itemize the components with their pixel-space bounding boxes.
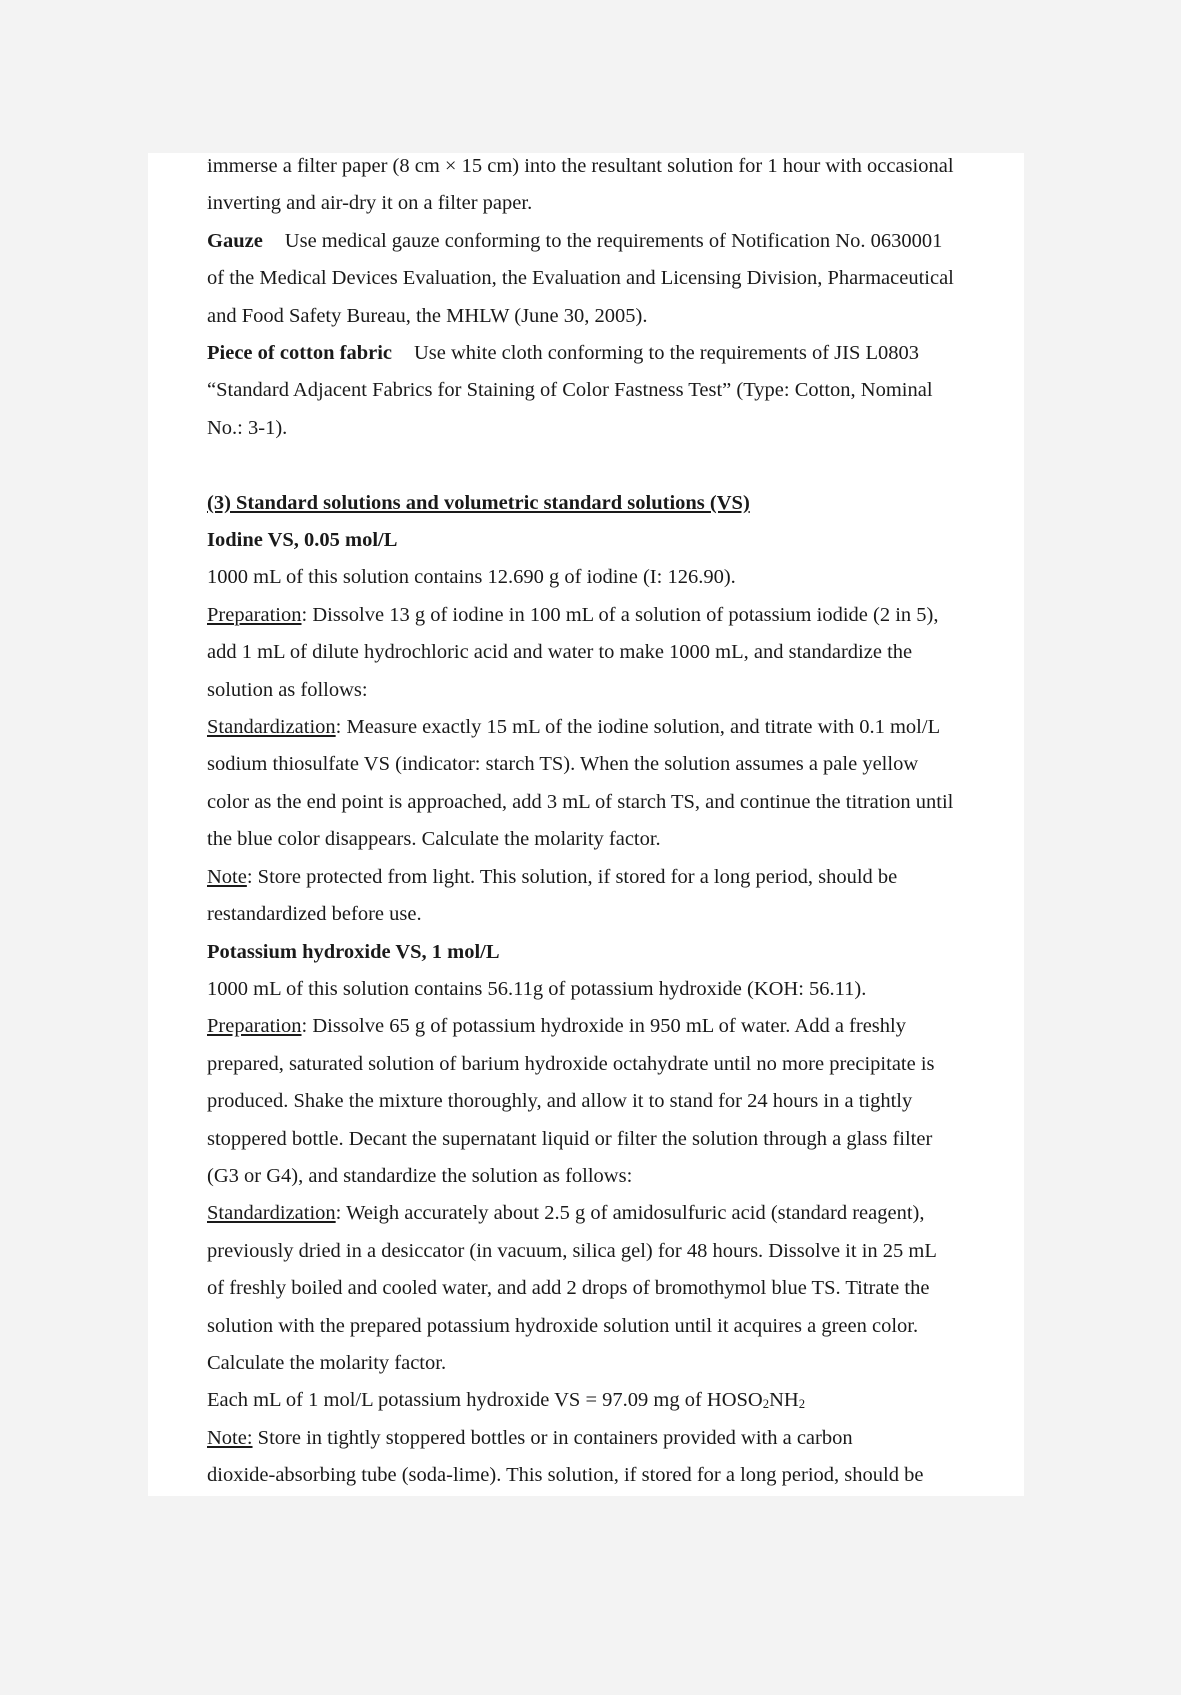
gauze-term: Gauze: [207, 229, 263, 252]
text-line: of the Medical Devices Evaluation, the Evaluation and Licensing Division, Pharmaceutical: [207, 267, 954, 290]
text-span: Use white cloth conforming to the requirements of JIS L0803: [414, 342, 919, 365]
preparation-label: Preparation: [207, 603, 302, 626]
text-span: Use medical gauze conforming to the requirements of Notification No. 0630001: [284, 229, 943, 252]
preparation-label: Preparation: [207, 1015, 302, 1038]
cotton-term: Piece of cotton fabric: [207, 342, 392, 365]
iodine-preparation: [207, 597, 1027, 634]
text-line: the blue color disappears. Calculate the molarity factor.: [207, 828, 661, 851]
text-line: “Standard Adjacent Fabrics for Staining of Color Fastness Test” (Type: Cotton, Nominal: [207, 379, 933, 402]
text-line: previously dried in a desiccator (in vacuum, silica gel) for 48 hours. Dissolve it in 25 mL: [207, 1239, 937, 1262]
text-line: 1000 mL of this solution contains 12.690 g of iodine (I: 126.90).: [207, 566, 736, 589]
text-line: immerse a filter paper (8 cm × 15 cm) into the resultant solution for 1 hour with occasional: [207, 155, 954, 177]
koh-note: [207, 1420, 1027, 1457]
text-span: : Measure exactly 15 mL of the iodine solution, and titrate with 0.1 mol/L: [335, 716, 941, 739]
text-line: 1000 mL of this solution contains 56.11g of potassium hydroxide (KOH: 56.11).: [207, 977, 867, 1000]
formula-subscript: 2: [762, 1397, 770, 1412]
text-line: and Food Safety Bureau, the MHLW (June 30, 2005).: [207, 304, 648, 327]
text-line: stoppered bottle. Decant the supernatant liquid or filter the solution through a glass filter: [207, 1127, 933, 1150]
text-line: dioxide-absorbing tube (soda-lime). This solution, if stored for a long period, should be: [207, 1464, 924, 1487]
text-line: produced. Shake the mixture thoroughly, and allow it to stand for 24 hours in a tightly: [207, 1090, 913, 1113]
text-line: (G3 or G4), and standardize the solution as follows:: [207, 1164, 633, 1187]
note-label: Note:: [207, 1426, 253, 1449]
text-line: solution as follows:: [207, 678, 368, 701]
text-line: of freshly boiled and cooled water, and add 2 drops of bromothymol blue TS. Titrate the: [207, 1277, 930, 1300]
text-line: prepared, saturated solution of barium hydroxide octahydrate until no more precipitate is: [207, 1052, 935, 1075]
iodine-note: [207, 859, 1027, 896]
formula-text: Each mL of 1 mol/L potassium hydroxide VS = 97.09 mg of HOSO: [207, 1389, 763, 1412]
koh-title: Potassium hydroxide VS, 1 mol/L: [207, 940, 500, 963]
formula-subscript: 2: [798, 1397, 806, 1412]
text-line: solution with the prepared potassium hydroxide solution until it acquires a green color.: [207, 1314, 919, 1337]
iodine-standardization: [207, 709, 1027, 746]
text-line: sodium thiosulfate VS (indicator: starch TS). When the solution assumes a pale yellow: [207, 753, 919, 776]
text-span: : Store protected from light. This solution, if stored for a long period, should be: [246, 865, 898, 888]
koh-preparation: [207, 1008, 1027, 1045]
koh-standardization: [207, 1195, 1027, 1232]
text-span: Store in tightly stoppered bottles or in containers provided with a carbon: [252, 1426, 853, 1449]
text-span: : Dissolve 65 g of potassium hydroxide in 950 mL of water. Add a freshly: [301, 1015, 906, 1038]
cotton-paragraph: [207, 335, 1027, 372]
text-line: add 1 mL of dilute hydrochloric acid and water to make 1000 mL, and standardize the: [207, 641, 913, 664]
document-body: [207, 148, 1027, 1495]
gauze-paragraph: [207, 223, 1027, 260]
spacer: [207, 447, 1027, 484]
text-span: : Weigh accurately about 2.5 g of amidosulfuric acid (standard reagent),: [335, 1202, 925, 1225]
text-line: No.: 3-1).: [207, 416, 288, 439]
section-heading: (3) Standard solutions and volumetric standard solutions (VS): [207, 491, 750, 514]
standardization-label: Standardization: [207, 716, 336, 739]
iodine-title: Iodine VS, 0.05 mol/L: [207, 529, 398, 552]
koh-formula: [207, 1382, 1027, 1419]
standardization-label: Standardization: [207, 1202, 336, 1225]
text-span: : Dissolve 13 g of iodine in 100 mL of a solution of potassium iodide (2 in 5),: [301, 603, 939, 626]
text-line: inverting and air-dry it on a filter paper.: [207, 192, 533, 215]
formula-text: NH: [769, 1389, 799, 1412]
text-line: restandardized before use.: [207, 903, 422, 926]
text-line: color as the end point is approached, add 3 mL of starch TS, and continue the titration until: [207, 790, 954, 813]
text-line: Calculate the molarity factor.: [207, 1351, 447, 1374]
note-label: Note: [207, 865, 247, 888]
